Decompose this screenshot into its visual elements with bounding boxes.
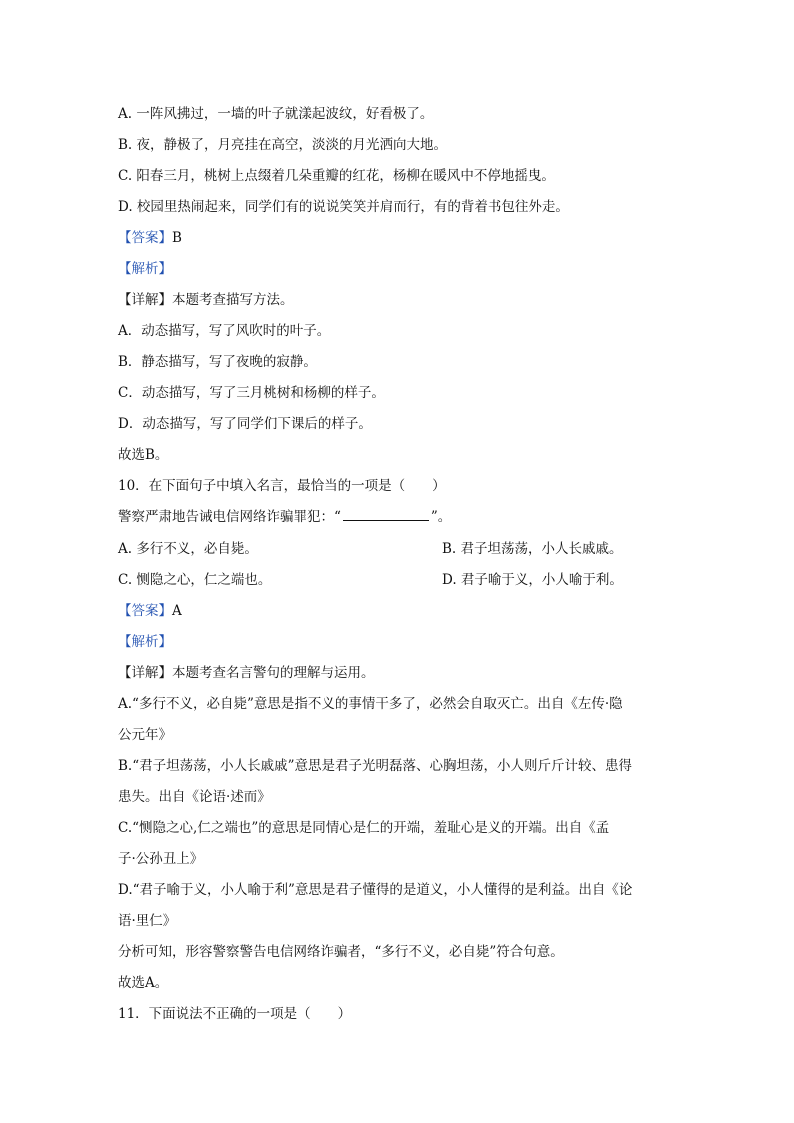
q9-explain-d: D．动态描写，写了同学们下课后的样子。: [118, 416, 372, 432]
fill-blank: [343, 508, 429, 521]
q10-explain-line: A.“多行不义，必自毙”意思是指不义的事情干多了，必然会自取灭亡。出自《左传·隐: [118, 696, 623, 712]
q10-explain-line: 患失。出自《论语·述而》: [118, 789, 271, 805]
q9-conclusion: 故选B。: [118, 447, 169, 463]
q10-explain-line: 分析可知，形容警察警告电信网络诈骗者，“多行不义，必自毙”符合句意。: [118, 944, 564, 960]
q10-analysis-tag: 【解析】: [118, 634, 172, 650]
q10-explain-line: C.“恻隐之心,仁之端也”的意思是同情心是仁的开端，羞耻心是义的开端。出自《孟: [118, 820, 610, 836]
q10-explain-line: 子·公孙丑上》: [118, 851, 204, 867]
q9-option-c: C. 阳春三月，桃树上点缀着几朵重瓣的红花，杨柳在暖风中不停地摇曳。: [118, 168, 555, 184]
q9-analysis-tag: 【解析】: [118, 261, 172, 277]
sentence-after: ”。: [430, 509, 452, 525]
q11-title: 11．下面说法不正确的一项是（ ）: [118, 1006, 352, 1022]
q10-option-a: A. 多行不义，必自毙。: [118, 541, 258, 557]
answer-value: A: [172, 603, 182, 619]
q10-explain-line: 语·里仁》: [118, 913, 177, 929]
answer-value: B: [172, 230, 182, 246]
q10-sentence: [118, 508, 451, 526]
q9-explain-b: B．静态描写，写了夜晚的寂静。: [118, 354, 317, 370]
q10-explain-line: 公元年》: [118, 727, 172, 743]
q9-explain-a: A．动态描写，写了风吹时的叶子。: [118, 323, 331, 339]
q9-answer: [118, 229, 182, 247]
answer-tag: 【答案】: [118, 603, 172, 619]
q9-explain-c: C．动态描写，写了三月桃树和杨柳的样子。: [118, 385, 385, 401]
q9-option-a: A. 一阵风拂过，一墙的叶子就漾起波纹，好看极了。: [118, 106, 434, 122]
q10-explain-line: B.“君子坦荡荡，小人长戚戚”意思是君子光明磊落、心胸坦荡，小人则斤斤计较、患得: [118, 758, 633, 774]
q9-option-d: D. 校园里热闹起来，同学们有的说说笑笑并肩而行，有的背着书包往外走。: [118, 199, 569, 215]
q9-option-b: B. 夜，静极了，月亮挂在高空，淡淡的月光洒向大地。: [118, 137, 448, 153]
detail-text: 本题考查名言警句的理解与运用。: [172, 665, 375, 681]
q9-detail: [118, 291, 294, 309]
detail-tag: 【详解】: [118, 665, 172, 681]
q10-option-b: B. 君子坦荡荡，小人长戚戚。: [442, 541, 623, 557]
q10-detail: [118, 664, 375, 682]
answer-tag: 【答案】: [118, 230, 172, 246]
q10-explain-line: D.“君子喻于义，小人喻于利”意思是君子懂得的是道义，小人懂得的是利益。出自《论: [118, 882, 633, 898]
q10-title: 10．在下面句子中填入名言，最恰当的一项是（ ）: [118, 478, 446, 494]
q10-conclusion: 故选A。: [118, 975, 169, 991]
q10-answer: [118, 602, 182, 620]
sentence-before: 警察严肃地告诫电信网络诈骗罪犯：“: [118, 509, 341, 525]
detail-tag: 【详解】: [118, 292, 172, 308]
q10-option-d: D. 君子喻于义，小人喻于利。: [442, 572, 623, 588]
q10-option-c: C. 恻隐之心，仁之端也。: [118, 572, 272, 588]
detail-text: 本题考查描写方法。: [172, 292, 294, 308]
